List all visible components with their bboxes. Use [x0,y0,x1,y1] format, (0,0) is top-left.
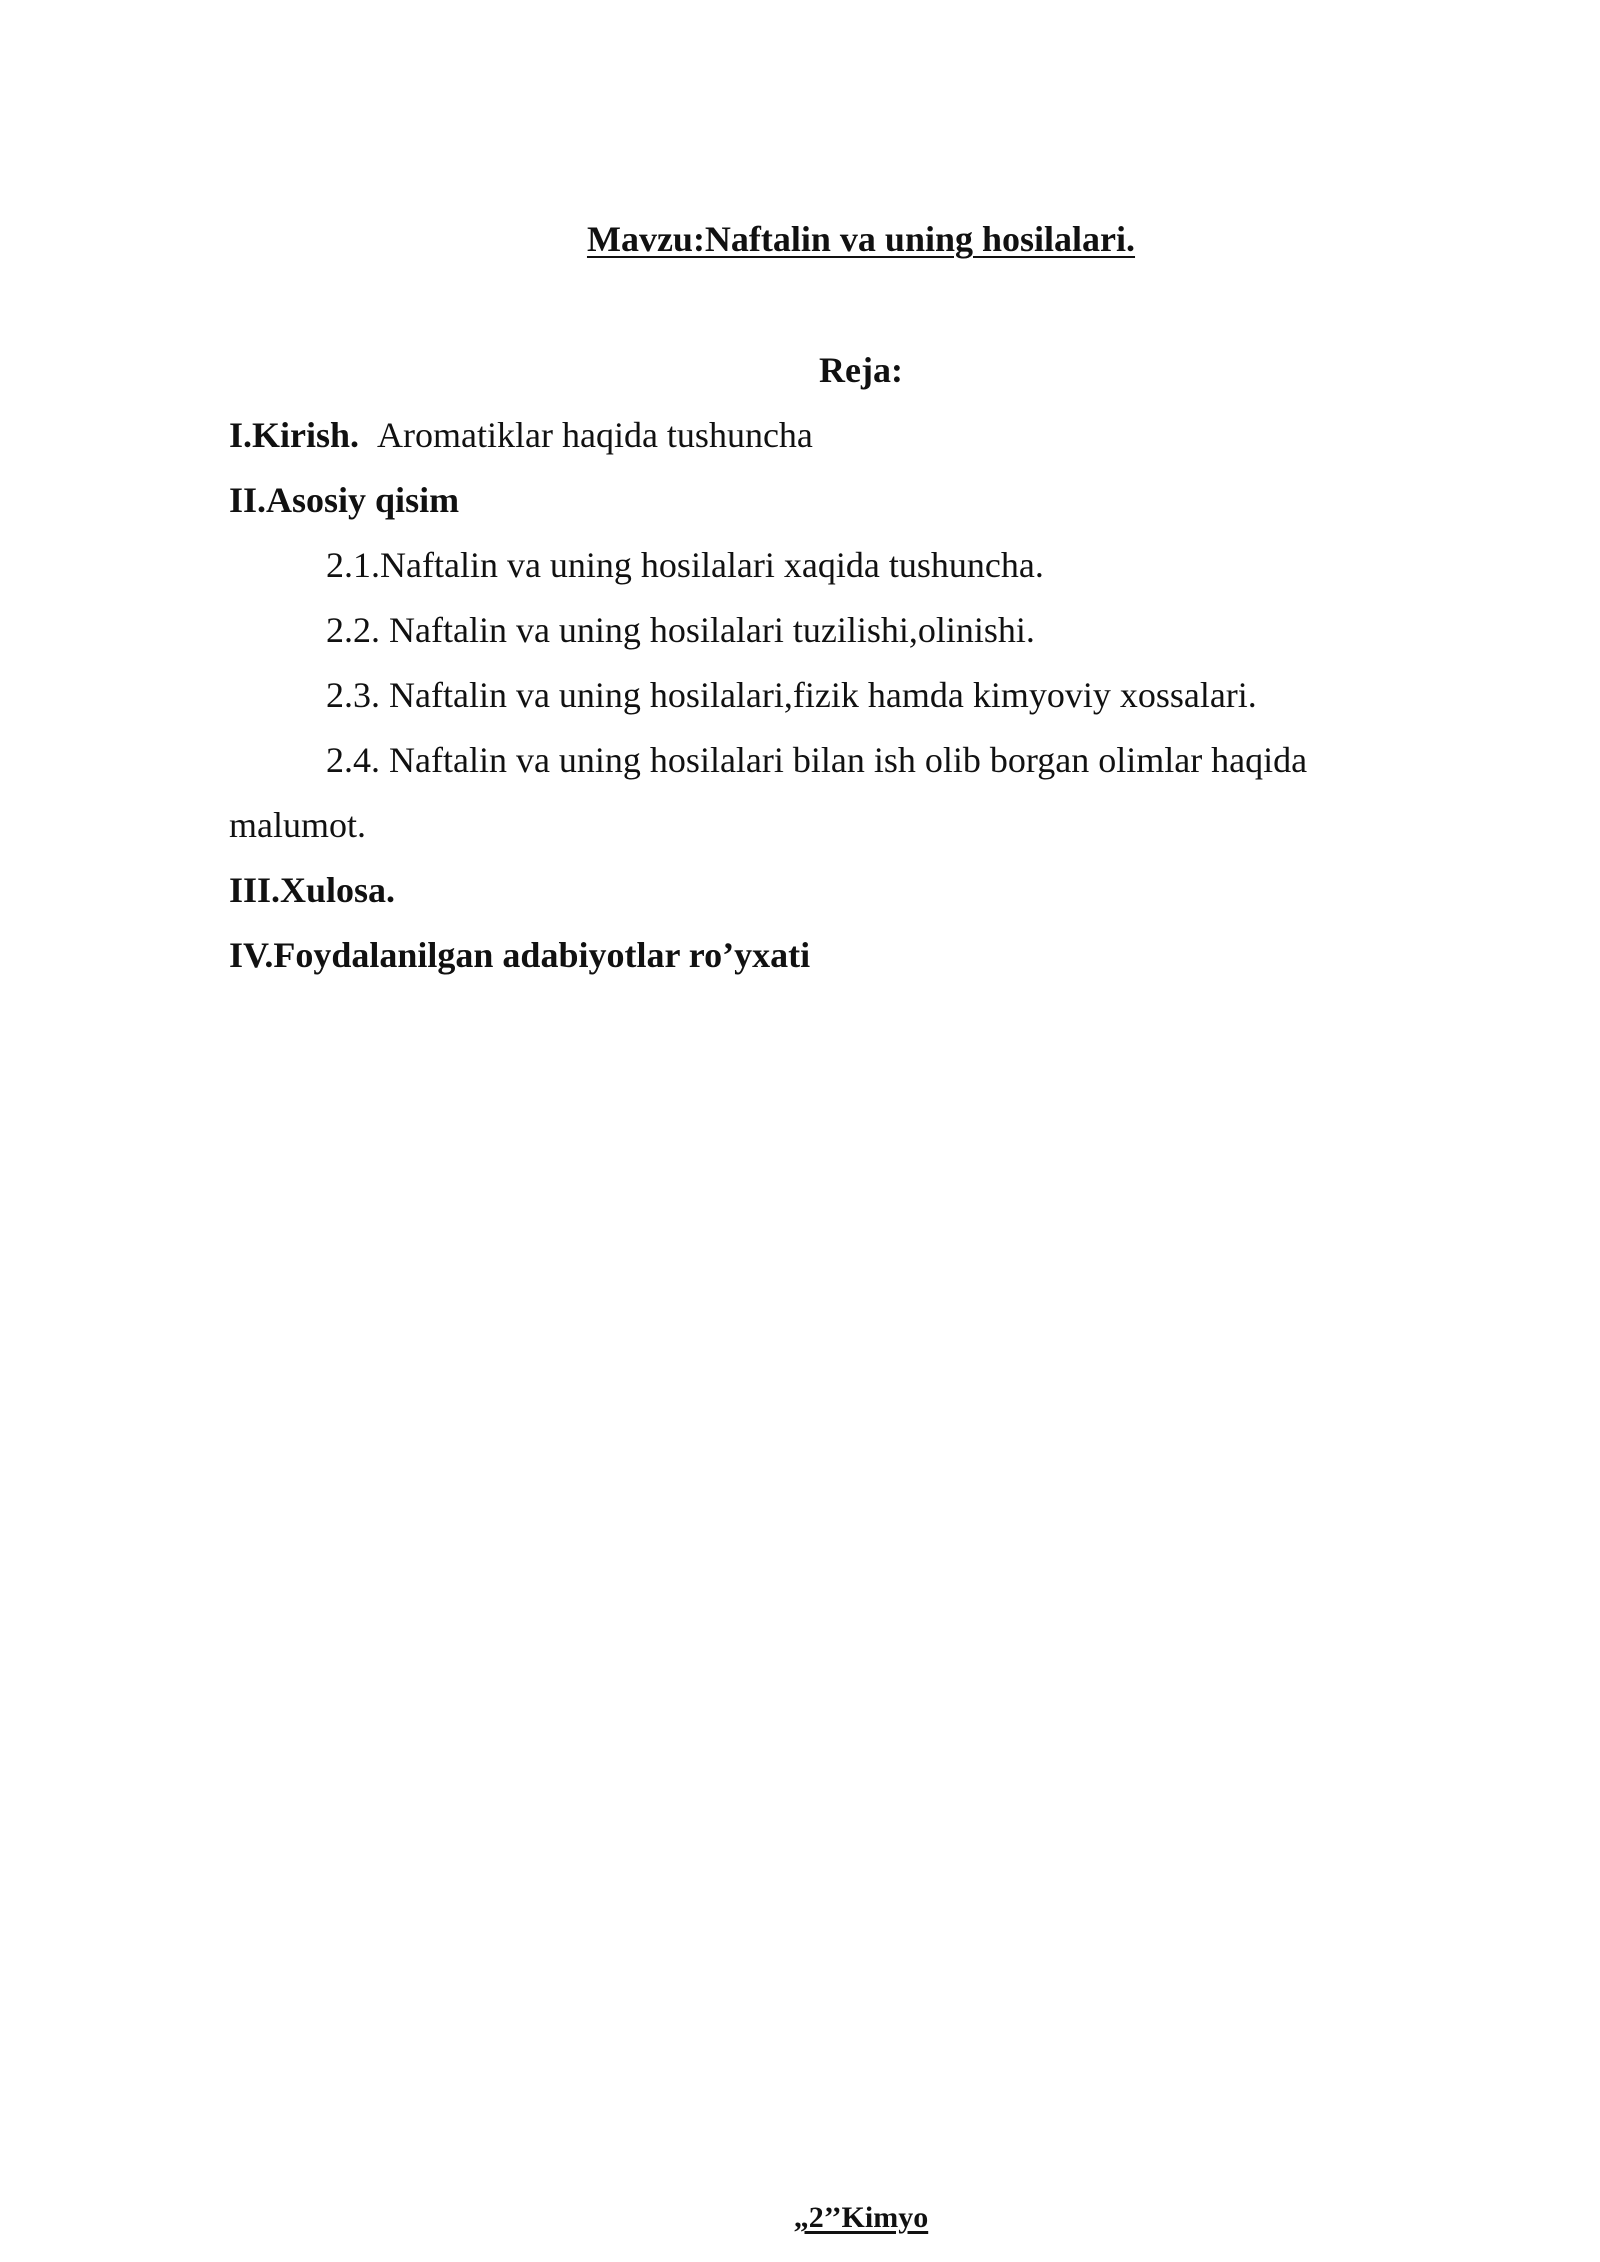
page-title: Mavzu:Naftalin va uning hosilalari. [586,219,1136,259]
plan-subitem-2-1: 2.1.Naftalin va uning hosilalari xaqida tushuncha. [326,545,1044,585]
plan-item-text: Aromatiklar haqida tushuncha [377,415,813,455]
plan-item-conclusion: III.Xulosa. [229,870,396,910]
plan-item-introduction [229,410,813,460]
plan-item-references: IV.Foydalanilgan adabiyotlar ro’yxati [229,935,811,975]
plan-subitem-2-4-continuation: malumot. [229,805,366,845]
plan-subitem-2-4: 2.4. Naftalin va uning hosilalari bilan ish olib borgan olimlar haqida [326,740,1308,780]
page-footer: „2’’Kimyo [793,2201,929,2234]
plan-item-label: I.Kirish. [229,415,360,455]
plan-item-main-part: II.Asosiy qisim [229,480,460,520]
plan-subitem-2-2: 2.2. Naftalin va uning hosilalari tuzilishi,olinishi. [326,610,1035,650]
plan-subitem-2-3: 2.3. Naftalin va uning hosilalari,fizik hamda kimyoviy xossalari. [326,675,1257,715]
plan-heading: Reja: [819,350,903,390]
